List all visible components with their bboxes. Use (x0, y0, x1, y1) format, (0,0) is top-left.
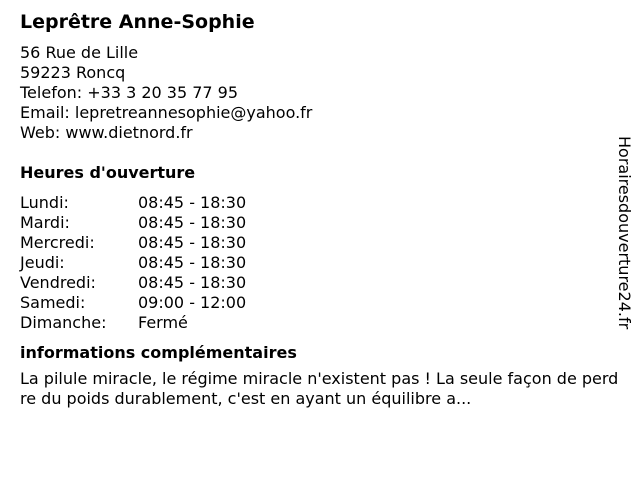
address-street: 56 Rue de Lille (20, 43, 139, 62)
hours-day: Mercredi: (20, 233, 95, 252)
hours-row (20, 293, 605, 313)
hours-time: Fermé (138, 313, 188, 332)
info-title: informations complémentaires (20, 343, 297, 362)
hours-day: Mardi: (20, 213, 70, 232)
hours-day: Lundi: (20, 193, 69, 212)
hours-row (20, 233, 605, 253)
address-city: 59223 Roncq (20, 63, 126, 82)
hours-row (20, 213, 605, 233)
info-description: La pilule miracle, le régime miracle n'existent pas ! La seule façon de perdre du poids durablement, c'est en ayant un équilibre a... (20, 369, 619, 408)
email-line: Email: lepretreannesophie@yahoo.fr (20, 103, 313, 122)
hours-time: 08:45 - 18:30 (138, 273, 247, 292)
hours-day: Vendredi: (20, 273, 96, 292)
hours-time: 08:45 - 18:30 (138, 213, 247, 232)
phone-line: Telefon: +33 3 20 35 77 95 (20, 83, 239, 102)
hours-time: 08:45 - 18:30 (138, 233, 247, 252)
business-name: Leprêtre Anne-Sophie (20, 11, 255, 33)
business-card (20, 9, 619, 409)
hours-day: Jeudi: (20, 253, 65, 272)
hours-title: Heures d'ouverture (20, 163, 196, 182)
hours-row (20, 313, 605, 333)
hours-time: 09:00 - 12:00 (138, 293, 247, 312)
site-brand-vertical: Horairesdouverture24.fr (615, 136, 634, 330)
hours-row (20, 273, 605, 293)
hours-row (20, 193, 605, 213)
web-line: Web: www.dietnord.fr (20, 123, 193, 142)
hours-day: Dimanche: (20, 313, 107, 332)
hours-table (20, 193, 605, 333)
hours-time: 08:45 - 18:30 (138, 253, 247, 272)
hours-row (20, 253, 605, 273)
hours-day: Samedi: (20, 293, 86, 312)
hours-time: 08:45 - 18:30 (138, 193, 247, 212)
